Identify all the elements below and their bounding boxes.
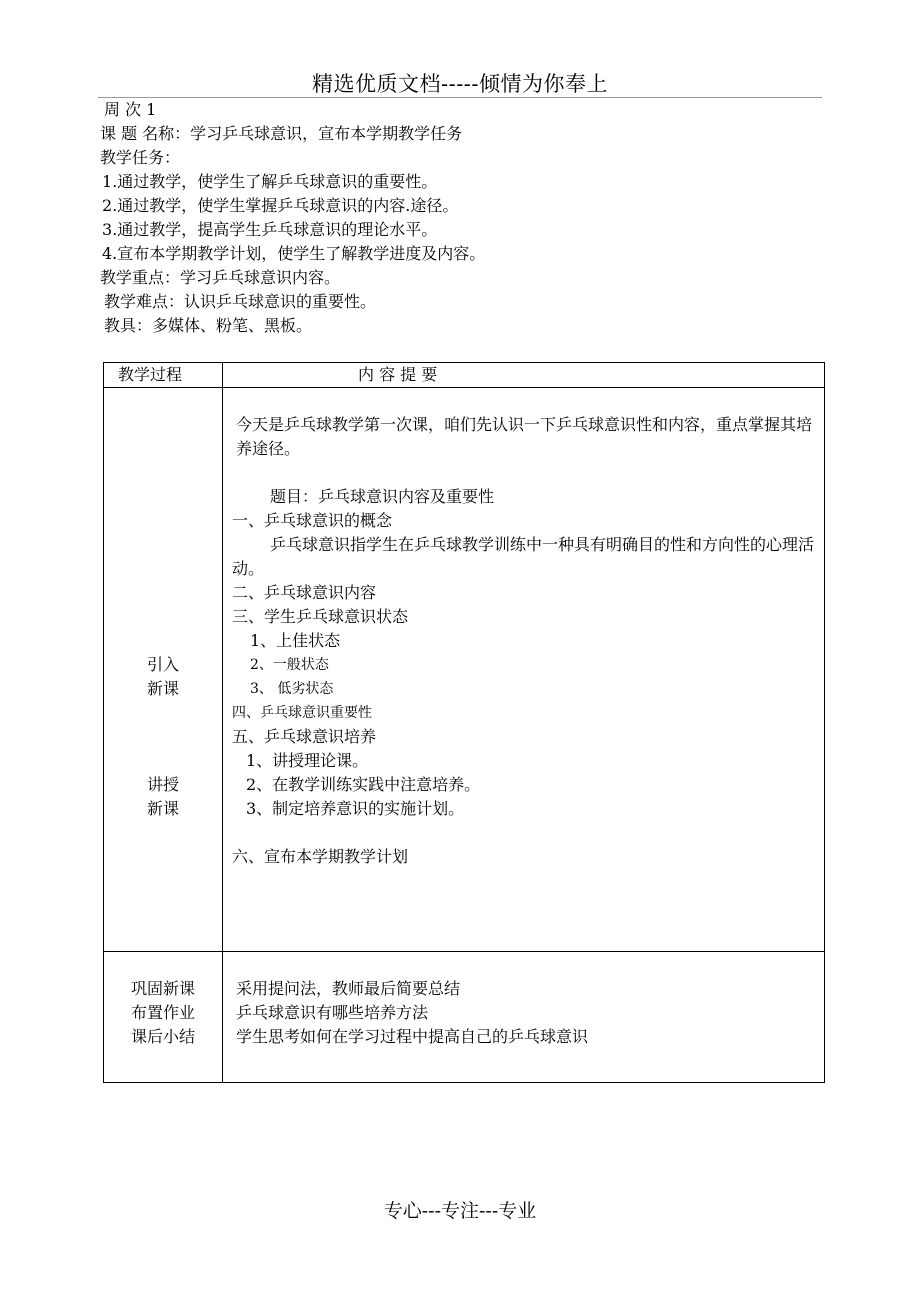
section-heading: 六、宣布本学期教学计划: [232, 847, 409, 866]
page-footer: 专心---专注---专业: [383, 1200, 537, 1222]
list-item: 1、讲授理论课。: [246, 751, 369, 770]
task-item: 1.通过教学，使学生了解乒乓球意识的重要性。: [102, 172, 438, 191]
task-item: 3.通过教学，提高学生乒乓球意识的理论水平。: [102, 220, 438, 239]
lesson-intro: [100, 98, 485, 338]
review-content: [236, 977, 588, 1049]
column-header-content: 内 容 提 要: [358, 365, 438, 384]
tasks-label: 教学任务：: [100, 148, 181, 167]
lesson-table: [103, 362, 825, 1083]
section-heading: 五、乒乓球意识培养: [232, 727, 377, 746]
list-item: 2、在教学训练实践中注意培养。: [246, 775, 481, 794]
main-content: [236, 413, 820, 461]
stage-review-label: 巩固新课 布置作业 课后小结: [130, 979, 195, 1046]
stage-intro-label: 引入 新课: [146, 655, 179, 698]
lesson-title: 题目：乒乓球意识内容及重要性: [270, 487, 495, 506]
tools-line: 教具：多媒体、粉笔、黑板。: [104, 316, 313, 335]
section-heading: 三、学生乒乓球意识状态: [232, 607, 409, 626]
list-item: 1、上佳状态: [250, 631, 341, 650]
review-line: 乒乓球意识有哪些培养方法: [236, 1003, 429, 1022]
task-item: 2.通过教学，使学生掌握乒乓球意识的内容.途径。: [102, 196, 459, 215]
week-line: 周 次 1: [104, 100, 157, 119]
section-text: 乒乓球意识指学生在乒乓球教学训练中一种具有明确目的性和方向性的心理活动。: [232, 535, 815, 578]
list-item: 3、 低劣状态: [250, 681, 334, 697]
row-divider: [104, 951, 824, 952]
topic-line: 课 题 名称：学习乒乓球意识，宣布本学期教学任务: [100, 124, 463, 143]
review-line: 学生思考如何在学习过程中提高自己的乒乓球意识: [236, 1027, 589, 1046]
opening-text: 今天是乒乓球教学第一次课，咱们先认识一下乒乓球意识性和内容，重点掌握其培养途径。: [236, 415, 813, 458]
list-item: 2、一般状态: [250, 657, 329, 673]
page-header: 精选优质文档-----倾情为你奉上: [312, 72, 608, 96]
section-heading: 二、乒乓球意识内容: [232, 583, 377, 602]
review-line: 采用提问法，教师最后简要总结: [236, 979, 461, 998]
header-row-divider: [104, 387, 824, 388]
section-heading: 一、乒乓球意识的概念: [232, 511, 393, 530]
task-item: 4.宣布本学期教学计划，使学生了解教学进度及内容。: [102, 244, 486, 263]
column-header-process: 教学过程: [118, 365, 183, 384]
section-heading: 四、乒乓球意识重要性: [232, 705, 372, 721]
difficulty-line: 教学难点：认识乒乓球意识的重要性。: [104, 292, 377, 311]
focus-line: 教学重点：学习乒乓球意识内容。: [100, 268, 341, 287]
stage-teach-label: 讲授 新课: [146, 775, 179, 818]
column-divider: [222, 363, 223, 1082]
main-outline: [232, 485, 816, 869]
list-item: 3、制定培养意识的实施计划。: [246, 799, 465, 818]
